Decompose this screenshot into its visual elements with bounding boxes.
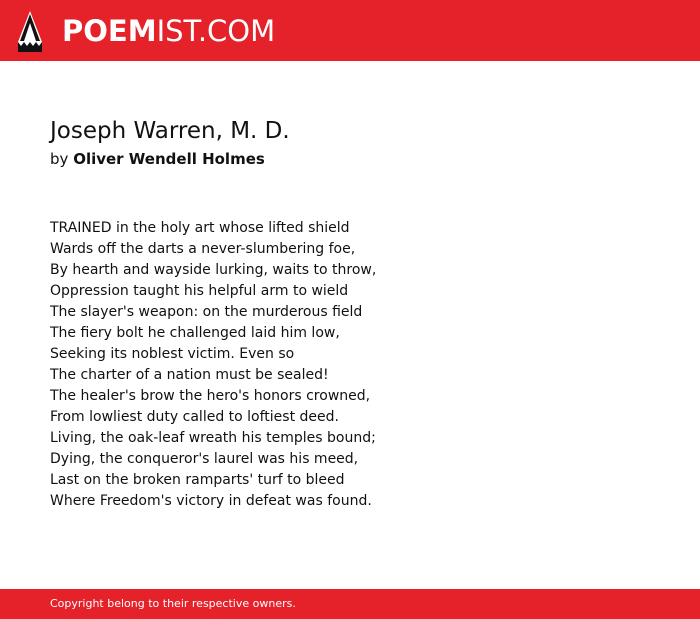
- poem-line: The healer's brow the hero's honors crowned,: [50, 388, 371, 404]
- pencil-tip-icon: [18, 11, 42, 52]
- poem-line: Where Freedom's victory in defeat was found.: [50, 493, 372, 509]
- poem-line: Last on the broken ramparts' turf to bleed: [50, 472, 345, 488]
- poem-line: The slayer's weapon: on the murderous field: [50, 304, 363, 320]
- poem-body: [50, 218, 376, 512]
- poem-line: The charter of a nation must be sealed!: [50, 367, 329, 383]
- by-label: by: [50, 150, 69, 168]
- poem-line: Living, the oak-leaf wreath his temples bound;: [50, 430, 376, 446]
- logo-text-light: IST.COM: [156, 14, 276, 48]
- poem-line: From lowliest duty called to loftiest deed.: [50, 409, 339, 425]
- site-header: [0, 0, 700, 61]
- poem-line: By hearth and wayside lurking, waits to throw,: [50, 262, 377, 278]
- poem-line: Dying, the conqueror's laurel was his meed,: [50, 451, 359, 467]
- poem-line: TRAINED in the holy art whose lifted shield: [50, 220, 350, 236]
- poem-line: Wards off the darts a never-slumbering foe,: [50, 241, 356, 257]
- author-link[interactable]: Oliver Wendell Holmes: [73, 150, 265, 168]
- site-logo-text: [62, 10, 275, 52]
- poem-byline: [50, 148, 265, 170]
- site-logo-link[interactable]: [18, 10, 275, 52]
- copyright-text: Copyright belong to their respective owners.: [50, 597, 296, 610]
- poem-title: Joseph Warren, M. D.: [50, 118, 290, 144]
- poem-line: The fiery bolt he challenged laid him low,: [50, 325, 340, 341]
- logo-text-bold: POEM: [62, 14, 157, 48]
- site-footer: [0, 589, 700, 619]
- poem-line: Seeking its noblest victim. Even so: [50, 346, 295, 362]
- poem-line: Oppression taught his helpful arm to wield: [50, 283, 349, 299]
